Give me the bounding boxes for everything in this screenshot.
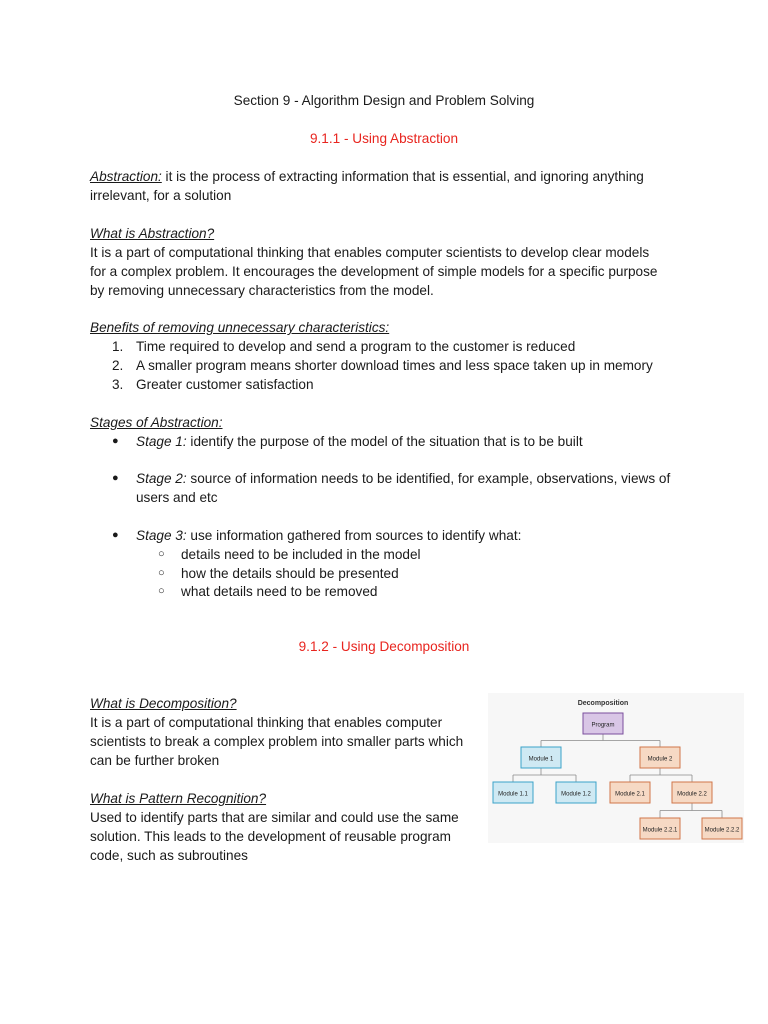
stage-label: Stage 3: [136, 528, 187, 543]
list-number: 1. [112, 339, 124, 354]
abstraction-definition [90, 167, 690, 205]
list-item [90, 337, 690, 356]
diagram-title: Decomposition [577, 700, 629, 707]
pattern-recognition-heading: What is Pattern Recognition? [90, 791, 267, 806]
node-module-2-2-2-label: Module 2.2.2 [704, 827, 740, 834]
abstraction-body-line-1: It is a part of computational thinking that enables computer scientists to develop clear models [90, 245, 650, 260]
abstraction-body-line-3: by removing unnecessary characteristics from the model. [90, 283, 434, 298]
decomposition-body-line-2: scientists to break a complex problem into smaller parts which [90, 734, 464, 749]
stage-text-continued: users and etc [136, 490, 218, 505]
stage-text: source of information needs to be identified, for example, observations, views of [186, 471, 671, 486]
list-item [90, 375, 690, 394]
decomposition-body-line-3: can be further broken [90, 753, 220, 768]
bullet-icon: ● [112, 529, 119, 541]
page-title: Section 9 - Algorithm Design and Problem Solving [233, 93, 535, 108]
stage-label: Stage 1: [136, 434, 187, 449]
subitem-text: how the details should be presented [181, 566, 399, 581]
node-module-1-1-label: Module 1.1 [498, 791, 528, 798]
node-module-2-2-label: Module 2.2 [677, 791, 707, 798]
decomposition-diagram [488, 693, 744, 843]
list-item [90, 356, 690, 375]
stage-3-subitem [90, 564, 690, 583]
stage-label: Stage 2: [136, 471, 187, 486]
benefits-heading: Benefits of removing unnecessary characteristics: [90, 320, 390, 335]
list-item-text: Time required to develop and send a program to the customer is reduced [136, 339, 576, 354]
decomposition-body-line-1: It is a part of computational thinking that enables computer [90, 715, 443, 730]
stage-3-subitem [90, 582, 690, 601]
node-module-2-label: Module 2 [647, 756, 673, 763]
stage-text: use information gathered from sources to identify what: [186, 528, 522, 543]
section-heading-abstraction: 9.1.1 - Using Abstraction [309, 131, 459, 146]
stage-text: identify the purpose of the model of the situation that is to be built [186, 434, 583, 449]
list-number: 3. [112, 377, 124, 392]
stages-heading: Stages of Abstraction: [90, 415, 223, 430]
abstraction-body-line-2: for a complex problem. It encourages the development of simple models for a specific purpose [90, 264, 658, 279]
list-item-text: A smaller program means shorter download times and less space taken up in memory [136, 358, 653, 373]
node-program-label: Program [591, 722, 615, 729]
list-item-text: Greater customer satisfaction [136, 377, 314, 392]
bullet-icon: ● [112, 435, 119, 447]
what-is-abstraction-heading: What is Abstraction? [90, 226, 215, 241]
list-number: 2. [112, 358, 124, 373]
sub-bullet-icon: ○ [158, 585, 165, 597]
node-module-1-label: Module 1 [528, 756, 554, 763]
pattern-body-line-2: solution. This leads to the development of reusable program [90, 829, 451, 844]
node-module-1-2-label: Module 1.2 [561, 791, 591, 798]
node-module-2-2-1-label: Module 2.2.1 [642, 827, 678, 834]
abstraction-definition-text: it is the process of extracting information that is essential, and ignoring anything irrelevant, for a solution [90, 169, 644, 203]
pattern-body-line-3: code, such as subroutines [90, 848, 248, 863]
stage-3-subitem [90, 545, 690, 564]
sub-bullet-icon: ○ [158, 567, 165, 579]
benefits-list [90, 337, 690, 394]
subitem-text: details need to be included in the model [181, 547, 421, 562]
abstraction-term: Abstraction: [90, 169, 162, 184]
stage-2-item [90, 469, 690, 507]
stage-3-item [90, 526, 690, 545]
section-heading-decomposition: 9.1.2 - Using Decomposition [298, 639, 470, 654]
sub-bullet-icon: ○ [158, 548, 165, 560]
bullet-icon: ● [112, 472, 119, 484]
what-is-decomposition-heading: What is Decomposition? [90, 696, 237, 711]
subitem-text: what details need to be removed [181, 584, 378, 599]
stage-1-item [90, 432, 690, 451]
node-module-2-1-label: Module 2.1 [615, 791, 645, 798]
pattern-body-line-1: Used to identify parts that are similar and could use the same [90, 810, 459, 825]
